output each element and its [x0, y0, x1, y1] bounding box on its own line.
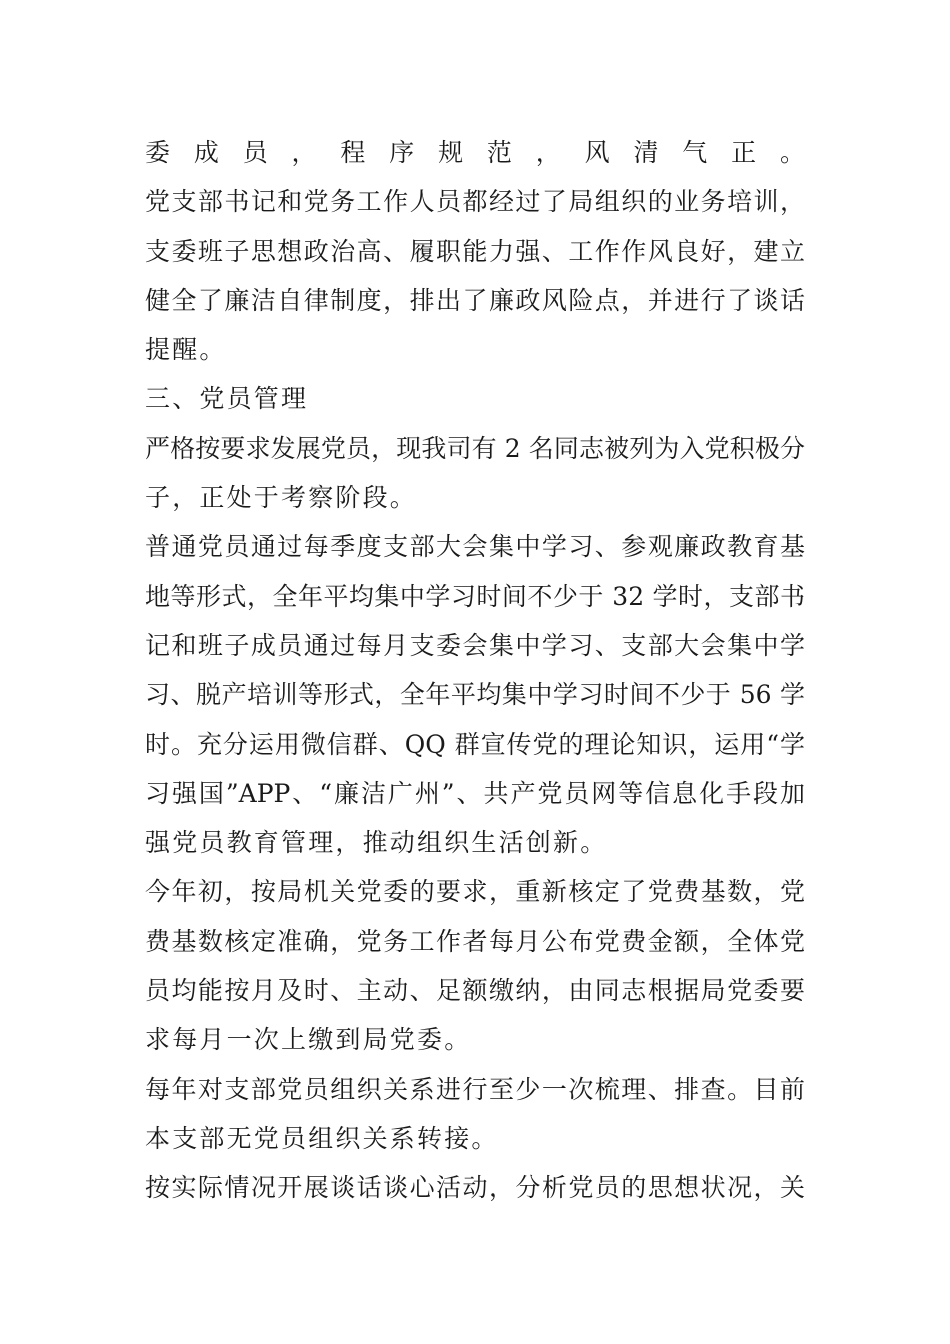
text-line: 员均能按月及时、主动、足额缴纳，由同志根据局党委要 — [145, 976, 805, 1006]
text-line: 习、脱产培训等形式，全年平均集中学习时间不少于 56 学 — [145, 680, 805, 710]
text-line: 习强国”APP、“廉洁广州”、共产党员网等信息化手段加 — [145, 778, 805, 808]
text-line: 本支部无党员组织关系转接。 — [145, 1123, 499, 1153]
text-line: 提醒。 — [145, 335, 227, 365]
section-heading: 三、党员管理 — [145, 384, 309, 414]
text-line: 严格按要求发展党员，现我司有 2 名同志被列为入党积极分 — [145, 433, 805, 463]
text-line: 党支部书记和党务工作人员都经过了局组织的业务培训， — [145, 187, 805, 217]
text-line: 按实际情况开展谈话谈心活动，分析党员的思想状况，关 — [145, 1173, 805, 1203]
text-line: 健全了廉洁自律制度，排出了廉政风险点，并进行了谈话 — [145, 285, 805, 315]
text-line: 今年初，按局机关党委的要求，重新核定了党费基数，党 — [145, 877, 805, 907]
text-line: 费基数核定准确，党务工作者每月公布党费金额，全体党 — [145, 926, 805, 956]
text-line: 时。充分运用微信群、QQ 群宣传党的理论知识，运用“学 — [145, 729, 805, 759]
text-line: 支委班子思想政治高、履职能力强、工作作风良好，建立 — [145, 236, 805, 266]
text-line: 地等形式，全年平均集中学习时间不少于 32 学时，支部书 — [145, 581, 805, 611]
text-line: 普通党员通过每季度支部大会集中学习、参观廉政教育基 — [145, 532, 805, 562]
document-page — [145, 128, 805, 1213]
text-line: 每年对支部党员组织关系进行至少一次梳理、排查。目前 — [145, 1074, 805, 1104]
text-line: 强党员教育管理，推动组织生活创新。 — [145, 828, 608, 858]
text-line: 子，正处于考察阶段。 — [145, 483, 418, 513]
text-line: 记和班子成员通过每月支委会集中学习、支部大会集中学 — [145, 630, 805, 660]
text-line: 求每月一次上缴到局党委。 — [145, 1025, 472, 1055]
text-line: 委成员，程序规范，风清气正。 — [145, 138, 805, 167]
